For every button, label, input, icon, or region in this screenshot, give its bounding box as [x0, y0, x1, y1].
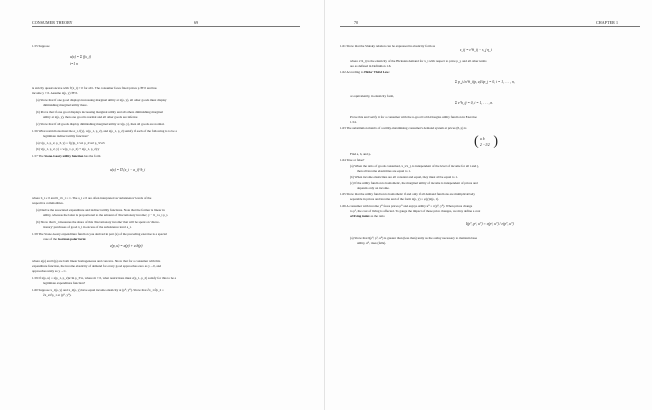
left-text-line: legitimate expenditure function? — [43, 281, 86, 285]
right-text-line: 1.61 Show that the Slutsky relation can be expressed in elasticity form as — [340, 44, 436, 48]
left-text-line: (b) Prove that if one good displays increasing marginal utility and all others diminishing marginal — [36, 110, 163, 114]
right-text-line: are as defined in Definition 1.6. — [350, 64, 392, 68]
left-text-line: utility at x(p, y), then one good is normal and all other goods are inferior. — [43, 115, 139, 119]
left-text-line: where a(p) and b(p) are both linear homogeneous and concave. Show that for a consumer with this — [32, 259, 161, 263]
left-text-line: tionary' purchases of good x_i in excess of the subsistence level a_i. — [43, 225, 132, 229]
right-text-line: 1.54. — [350, 120, 357, 124]
header-rule-left — [32, 26, 300, 27]
left-display-formula: e(p, u) = a(p) + u b(p) — [110, 244, 143, 248]
right-text-line: Prove this and verify it for a consumer with the n-good Cobb-Douglas utility function in Exercise — [350, 115, 477, 119]
running-head-left: CONSUMER THEORY — [32, 20, 73, 25]
right-display-formula: ε_ij = ε^h_ij − s_j η_i — [460, 48, 492, 52]
matrix-row-2: 2 −1/2 — [480, 143, 490, 147]
right-text-line: utility, u⁰, rises (falls). — [357, 241, 387, 245]
right-text-line: depends only on income. — [357, 186, 390, 190]
substitution-matrix — [474, 135, 498, 150]
right-text-line: where ε^h_ij is the elasticity of the Hicksian demand for x_i with respect to price p_j, and all other terms — [350, 59, 487, 63]
left-text-line: approaches unity as y→∞. — [32, 269, 67, 273]
left-display-formula: u(x) = Σ f(x_i) — [70, 55, 91, 59]
left-text-line: income y > 0. Assume x(p, y) ≫ 0. — [32, 91, 78, 95]
left-text-line: (b) Show that b_i measures the share of this 'discretionary income' that will be spent on 'discre- — [36, 220, 160, 224]
left-text-line: (a) Derive the associated expenditure and indirect utility functions. Note that the former is linear in — [36, 208, 165, 212]
right-text-line: 1.63 The substitution matrix of a utility-maximising consumer's demand system at prices (8, p) is — [340, 126, 467, 130]
header-rule-right — [340, 26, 640, 27]
left-display-formula: i=1 n — [70, 62, 78, 66]
right-text-line: 1.64 True or false? — [340, 158, 365, 162]
left-text-line: where b_i ≥ 0 and Σ_i b_i = 1. The a_i ≥ 0 are often interpreted as 'subsistence' levels of the — [32, 196, 152, 200]
left-text-line: (c) Show that if all goods display diminishing marginal utility at x(p, y), then all goods are normal. — [36, 122, 165, 126]
left-page — [0, 0, 325, 410]
right-text-line: (a) When the ratio of goods consumed, x_i/x_j, is independent of the level of income for all i and j, — [350, 164, 479, 168]
right-text-line: 1.65 Show that the utility function is homothetic if and only if all demand functions are multiplicatively — [340, 192, 475, 196]
left-text-line: 1.60 Suppose x_1(p, y) and x_2(p, y) have equal income elasticity at (p⁰, y⁰). Show that ∂x_1/∂p_2 = — [32, 288, 164, 292]
left-text-line: 1.57 The Stone-Geary utility function has the form — [32, 154, 101, 158]
left-text-line: diminishing marginal utility there. — [43, 103, 88, 107]
left-display-formula: u(x) = Π (x_i − a_i)^b_i — [110, 168, 146, 172]
left-text-line: legitimate indirect utility function? — [43, 134, 89, 138]
left-text-line: (a) Show that if one good displays increasing marginal utility at x(p, y), all other goods must display — [36, 98, 167, 102]
right-text-line: then all income elasticities are equal to 1. — [357, 169, 411, 173]
right-text-line: Find a, b, and p. — [350, 152, 372, 156]
right-text-line: 1.66 A consumer with income y⁰ faces prices p⁰ and enjoys utility u⁰ = v(p⁰, y⁰). When prices change — [340, 204, 473, 208]
right-text-line: 1.62 According to Hicks' Third Law: — [340, 70, 390, 74]
running-head-right: CHAPTER 1 — [596, 20, 619, 25]
left-text-line: ∂x_2/∂p_1 at (p⁰, y⁰). — [43, 293, 72, 297]
page-number-right: 70 — [354, 20, 359, 25]
matrix-row-1: a b — [480, 137, 485, 141]
right-display-formula: I(p⁰, p¹, u⁰) ≡ e(p¹, u⁰) / e(p⁰, u⁰) — [466, 222, 514, 226]
left-text-line: 1.58 The Stone-Geary expenditure function you derived in part (a) of the preceding exercise is a special — [32, 232, 167, 236]
right-text-line: of living index as the ratio — [350, 214, 385, 218]
right-text-line: (c) If the utility function is homothetic, the marginal utility of income is independent of prices and — [350, 181, 478, 185]
right-display-formula: Σ ε^h_ij = 0, i = 1, . . . , n. — [455, 101, 494, 105]
matrix-left-paren: ( — [474, 134, 479, 149]
right-text-line: (b) When income elasticities are all constant and equal, they must all be equal to 1. — [350, 175, 458, 179]
left-text-line: (b) v(p_1, p_2, y) = w(p_1, p_2) + z(p_1, p_2)/y — [36, 147, 100, 151]
left-text-line: expenditure function, the income elasticity of demand for every good approaches zero as y→0, and — [32, 264, 162, 268]
right-text-line: separable in prices and income and of the form x(p, y) = φ(y)x(p, 1). — [350, 197, 440, 201]
right-display-formula: Σ p_j ∂x^h_i(p, u)/∂p_j = 0, i = 1, . . . , n, — [455, 80, 515, 84]
left-text-line: case of the Gorman polar form: — [43, 237, 87, 241]
left-text-line: 1.56 What restrictions must the α_i, f(y), w(p_1, p_2), and z(p_1, p_2) satisfy if each of the following is to be a — [32, 129, 177, 133]
left-text-line: 1.55 Suppose — [32, 44, 50, 48]
left-text-line: is strictly quasiconcave with f′(x_i) > 0 for all i. The consumer faces fixed prices p ≫ 0 and has — [32, 86, 157, 90]
left-text-line: respective commodities. — [32, 201, 64, 205]
right-page — [326, 0, 652, 410]
right-text-line: (a) Show that I(p⁰, p¹, u⁰) is greater than (less than) unity as the outlay necessary to maintain base — [350, 236, 478, 240]
matrix-right-paren: ) — [493, 134, 498, 149]
right-text-line: to p¹, the cost of living is affected. To gauge the impact of these price changes, we may define a cost — [350, 209, 481, 213]
left-text-line: utility, whereas the latter is proportional to the amount of 'discretionary income', y − Σ_i a_i p_i. — [43, 213, 169, 217]
right-text-line: or equivalently, in elasticity form, — [350, 94, 395, 98]
left-text-line: 1.59 If x(p, u) = z(p_1, p_2)u^m p_3^n, where m > 0, what restrictions must z(p_1, p_2) satisfy for this to be a — [32, 276, 177, 280]
page-number-left: 69 — [194, 20, 199, 25]
left-text-line: (a) v(p_1, p_2, p_3, y) = f(y)p_1^α1 p_2^α2 p_3^α3 — [36, 141, 105, 145]
